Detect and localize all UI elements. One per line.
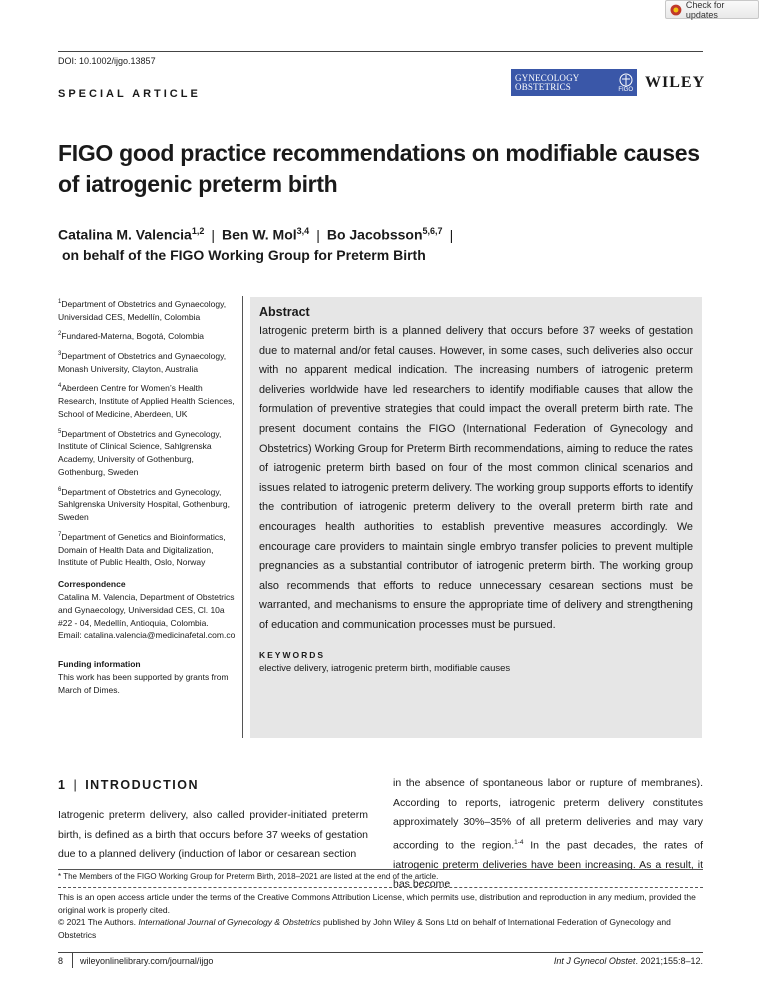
publisher-logo[interactable]: WILEY xyxy=(645,73,706,91)
author-separator: | xyxy=(449,226,454,243)
footnote-divider xyxy=(58,869,703,870)
article-title: FIGO good practice recommendations on modifiable causes of iatrogenic preterm birth xyxy=(58,140,700,197)
journal-logo-line1: GYNECOLOGY xyxy=(515,72,580,83)
journal-website-link[interactable]: wileyonlinelibrary.com/journal/ijgo xyxy=(80,956,214,966)
funding-heading: Funding information xyxy=(58,659,141,670)
funding-text: This work has been supported by grants from March of Dimes. xyxy=(58,671,229,695)
author-affiliation-sup: 5,6,7 xyxy=(422,226,443,236)
affiliation: $^4$Aberdeen Centre for Women’s Health Research, Institute of Applied Health Sciences, School of Medicine, Aberdeen, UK xyxy=(58,383,235,419)
abstract-box xyxy=(250,297,702,738)
affiliation: $^3$Department of Obstetrics and Gynaecology, Monash University, Clayton, Australia xyxy=(58,350,227,374)
check-updates-icon xyxy=(670,4,682,16)
citation-sup[interactable]: 1-4 xyxy=(514,838,524,846)
footer-divider xyxy=(58,952,703,953)
article-info-column xyxy=(58,296,236,697)
page-number: 8 xyxy=(58,956,64,966)
author-separator: | xyxy=(316,226,320,243)
intro-column-2: in the absence of spontaneous labor or rupture of membranes). According to reports, iatrogenic preterm delivery constitutes approximately 30%–35% of all preterm deliveries and may vary according to the region.$^{1-4}$ In the past decades, the rates of iatrogenic preterm deliveries have been increasing. As a result, it has become xyxy=(393,777,703,891)
author-affiliation-sup: 1,2 xyxy=(191,226,205,236)
affiliation: $^1$Department of Obstetrics and Gynaecology, Universidad CES, Medellín, Colombia xyxy=(58,298,227,322)
license-text xyxy=(58,891,703,941)
working-group: on behalf of the FIGO Working Group for Preterm Birth xyxy=(62,247,426,263)
check-updates-label: Check for updates xyxy=(685,0,725,20)
section-bar: | xyxy=(73,778,79,792)
license-divider xyxy=(58,887,703,888)
check-for-updates-button[interactable] xyxy=(665,0,759,19)
author-name[interactable]: Ben W. Mol xyxy=(222,226,297,243)
journal-logo[interactable] xyxy=(511,69,637,96)
keywords-heading: KEYWORDS xyxy=(259,649,326,660)
footnote: * The Members of the FIGO Working Group for Preterm Birth, 2018–2021 are listed at the end of the article. xyxy=(58,872,439,881)
correspondence-text: Catalina M. Valencia, Department of Obstetrics and Gynaecology, Universidad CES, Cl. 10a #22 - 04, Medellín, Antioquia, Colombia. xyxy=(58,591,235,628)
section-number: 1 xyxy=(58,778,67,792)
keywords-text: elective delivery, iatrogenic preterm birth, modifiable causes xyxy=(259,662,511,674)
author-list xyxy=(58,222,460,244)
journal-logo-line2: OBSTETRICS xyxy=(515,81,572,92)
copyright-line: © 2021 The Authors. International Journal of Gynecology & Obstetrics published by John Wiley & Sons Ltd on behalf of International Federation of Gynecology and Obstetrics xyxy=(58,917,671,940)
page-number-separator xyxy=(72,952,73,968)
top-divider xyxy=(58,51,703,52)
author-name[interactable]: Bo Jacobsson xyxy=(326,226,423,243)
doi[interactable]: DOI: 10.1002/ijgo.13857 xyxy=(58,56,156,66)
figo-emblem-icon xyxy=(619,73,633,87)
author-name[interactable]: Catalina M. Valencia xyxy=(58,226,192,243)
correspondence-heading: Correspondence xyxy=(58,579,126,590)
journal-logos xyxy=(511,69,705,96)
intro-column-1: Iatrogenic preterm delivery, also called provider-initiated preterm birth, is defined as a birth that occurs before 37 weeks of gestation due to a planned delivery (induction of labor or cesarean section xyxy=(58,809,368,861)
license-line: This is an open access article under the terms of the Creative Commons Attribution License, which permits use, distribution and reproduction in any medium, provided the original work is properly cited. xyxy=(58,892,696,915)
author-affiliation-sup: 3,4 xyxy=(296,226,310,236)
figo-label: FIGO xyxy=(618,86,633,93)
abstract-text: Iatrogenic preterm birth is a planned delivery that occurs before 37 weeks of gestation due to maternal and/or fetal causes. However, in some cases, such deliveries also occur with no apparent medical indication. The increasing numbers of iatrogenic preterm deliveries worldwide have led researchers to identify modifiable causes that allow the formulation of preventive strategies that could impact the overall preterm birth rate. The present document contains the FIGO (International Federation of Gynecology and Obstetrics) Working Group for Preterm Birth recommendations, aiming to reduce the rates of iatrogenic preterm birth based on four of the most common clinical scenarios and issues related to iatrogenic preterm delivery. The working group supports efforts to identify the contribution of iatrogenic preterm delivery to the overall preterm birth rate and encourages health authorities to establish preventive measures accordingly. We encourage care providers to maintain single embryo transfer policies to prevent multiple pregnancies as a substantial contributor of iatrogenic preterm birth. The working group also recommends that efforts to reduce unnecessary cesarean sections must be warranted, and mechanisms to ensure the appropriate time of delivery and strengthening of education and communication processes must be pursued. xyxy=(259,325,693,631)
affiliation: $^2$Fundared-Materna, Bogotá, Colombia xyxy=(58,331,205,342)
citation-footer: Int J Gynecol Obstet. 2021;155:8–12. xyxy=(553,956,703,966)
affiliation: $^5$Department of Obstetrics and Gynecology, Institute of Clinical Science, Sahlgrenska Academy, University of Gothenburg, Gothenburg, Sweden xyxy=(58,428,222,477)
introduction-heading xyxy=(58,778,199,792)
abstract-heading: Abstract xyxy=(259,305,310,319)
author-separator: | xyxy=(211,226,215,243)
section-title: INTRODUCTION xyxy=(85,778,200,792)
affiliation: $^7$Department of Genetics and Bioinformatics, Domain of Health Data and Digitalization, Institute of Public Health, Oslo, Norway xyxy=(58,531,226,568)
section-label: SPECIAL ARTICLE xyxy=(58,88,201,100)
correspondence-email[interactable]: Email: catalina.valencia@medicinafetal.com.co xyxy=(58,630,236,641)
column-divider xyxy=(242,296,243,738)
affiliation: $^6$Department of Obstetrics and Gynecology, Sahlgrenska University Hospital, Gothenburg, Sweden xyxy=(58,486,230,523)
